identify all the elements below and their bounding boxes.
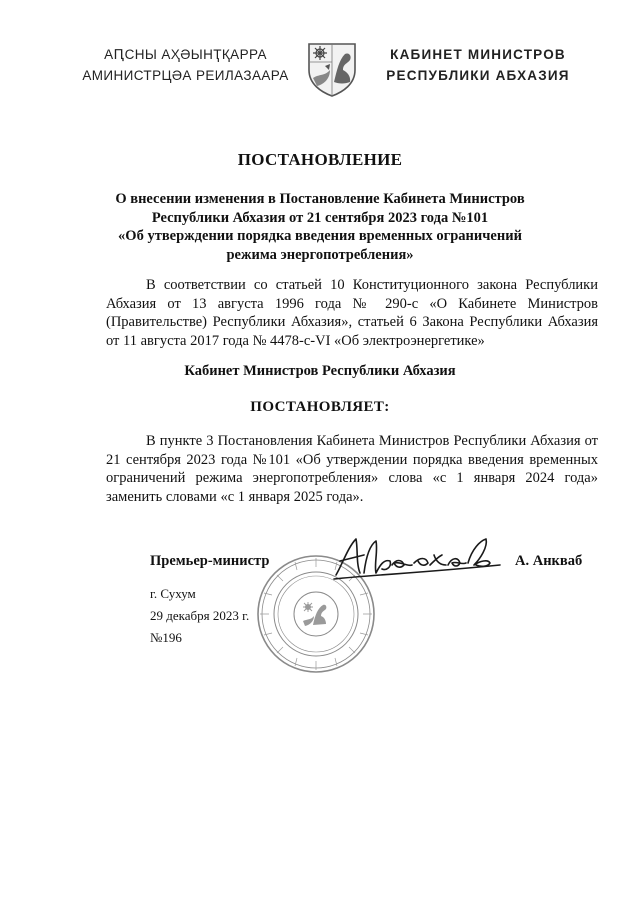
issue-date: 29 декабря 2023 г. xyxy=(150,608,250,623)
subject-line: О внесении изменения в Постановление Кабинета Министров xyxy=(115,191,525,207)
header-russian-line2: РЕСПУБЛИКИ АБХАЗИЯ xyxy=(386,68,570,83)
subject-line: режима энергопотребления» xyxy=(226,246,414,263)
signatory-name: А. Анкваб xyxy=(515,553,583,569)
decree-heading: ПОСТАНОВЛЯЕТ: xyxy=(250,399,390,415)
body-paragraph: В пункте 3 Постановления Кабинета Министров Республики Абхазия от 21 сентября 2023 года №101 «Об утверждении порядка введения временных ограничений режима энергопотребления» слова «с 1 января 2024 года» заменить словами «с 1 января 2025 года». xyxy=(106,433,598,505)
signatory-role: Премьер-министр xyxy=(150,553,270,569)
subject-line: «Об утверждении порядка введения временных ограничений xyxy=(118,228,522,244)
abkhazia-emblem-icon xyxy=(303,40,361,98)
header-russian xyxy=(378,44,578,86)
issue-place: г. Сухум xyxy=(150,586,196,601)
header-russian-line1: КАБИНЕТ МИНИСТРОВ xyxy=(390,47,566,62)
subject-line: Республики Абхазия от 21 сентября 2023 года №101 xyxy=(151,209,489,226)
header-abkhaz-line1: АԤСНЫ АҲӘЫНҬҚАРРА xyxy=(104,47,267,62)
document-number: №196 xyxy=(150,630,182,645)
header-abkhaz xyxy=(78,44,293,86)
document-subject xyxy=(100,190,540,264)
handwritten-signature xyxy=(330,535,505,585)
header-abkhaz-line2: АМИНИСТРЦӘА РЕИЛАЗААРА xyxy=(82,68,289,83)
preamble-paragraph: В соответствии со статьей 10 Конституционного закона Республики Абхазия от 13 августа 1996 года № 290-с «О Кабинете Министров (Правительстве) Республики Абхазия», статьей 6 Закона Республики Абхазия от 11 августа 2017 года № 4478-с-VI «Об электроэнергетике» xyxy=(106,277,598,349)
document-title: ПОСТАНОВЛЕНИЕ xyxy=(237,150,403,169)
issuer-heading: Кабинет Министров Республики Абхазия xyxy=(184,363,456,379)
